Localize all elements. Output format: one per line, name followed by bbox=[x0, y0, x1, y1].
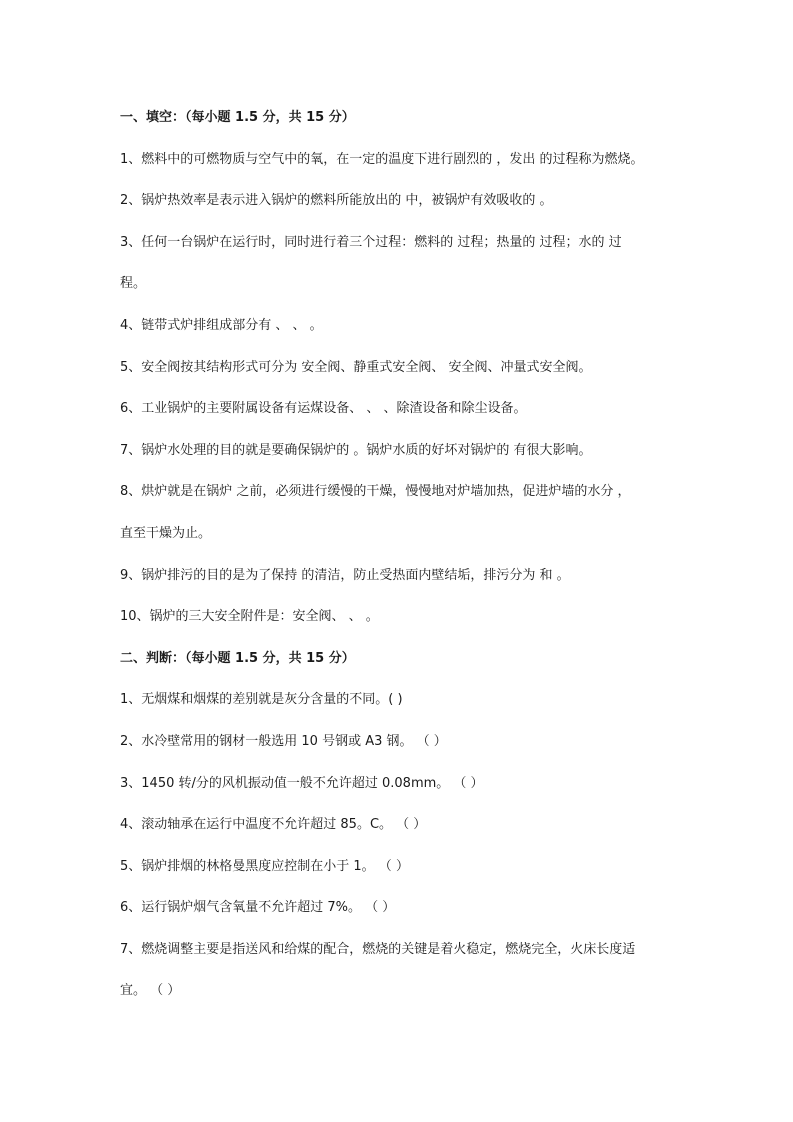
question-line: 6、工业锅炉的主要附属设备有运煤设备、 、 、除渣设备和除尘设备。 bbox=[120, 401, 527, 417]
section-heading-fill-blank: 一、填空：（每小题 1.5 分，共 15 分） bbox=[120, 110, 355, 125]
question-line: 2、锅炉热效率是表示进入锅炉的燃料所能放出的 中，被锅炉有效吸收的 。 bbox=[120, 193, 553, 209]
question-line: 10、锅炉的三大安全附件是：安全阀、 、 。 bbox=[120, 609, 379, 625]
question-line-continuation: 宜。 （ ） bbox=[120, 983, 181, 999]
question-line: 9、锅炉排污的目的是为了保持 的清洁，防止受热面内壁结垢，排污分为 和 。 bbox=[120, 567, 570, 583]
question-line: 3、1450 转/分的风机振动值一般不允许超过 0.08mm。 （ ） bbox=[120, 775, 484, 791]
question-line: 2、水冷壁常用的钢材一般选用 10 号钢或 A3 钢。 （ ） bbox=[120, 733, 447, 749]
question-line: 4、链带式炉排组成部分有 、 、 。 bbox=[120, 317, 323, 333]
question-line: 7、燃烧调整主要是指送风和给煤的配合，燃烧的关键是着火稳定，燃烧完全，火床长度适 bbox=[120, 941, 636, 957]
section-heading-true-false: 二、判断：（每小题 1.5 分，共 15 分） bbox=[120, 650, 355, 666]
question-line: 5、安全阀按其结构形式可分为 安全阀、静重式安全阀、 安全阀、冲量式安全阀。 bbox=[120, 359, 592, 375]
question-line-continuation: 直至干燥为止。 bbox=[120, 525, 212, 541]
question-line: 1、无烟煤和烟煤的差别就是灰分含量的不同。( ) bbox=[120, 692, 403, 708]
question-line: 4、滚动轴承在运行中温度不允许超过 85。C。 （ ） bbox=[120, 817, 427, 833]
question-line: 7、锅炉水处理的目的就是要确保锅炉的 。锅炉水质的好坏对锅炉的 有很大影响。 bbox=[120, 442, 592, 458]
document-body bbox=[120, 104, 680, 1019]
question-line: 8、烘炉就是在锅炉 之前，必须进行缓慢的干燥，慢慢地对炉墙加热，促进炉墙的水分 ， bbox=[120, 484, 631, 500]
question-line: 3、任何一台锅炉在运行时，同时进行着三个过程：燃料的 过程；热量的 过程；水的 过 bbox=[120, 234, 622, 250]
question-line: 1、燃料中的可燃物质与空气中的氧，在一定的温度下进行剧烈的 ，发出 的过程称为燃烧。 bbox=[120, 151, 644, 167]
question-line-continuation: 程。 bbox=[120, 276, 147, 292]
question-line: 6、运行锅炉烟气含氧量不允许超过 7%。 （ ） bbox=[120, 900, 396, 916]
question-line: 5、锅炉排烟的林格曼黑度应控制在小于 1。 （ ） bbox=[120, 858, 409, 874]
